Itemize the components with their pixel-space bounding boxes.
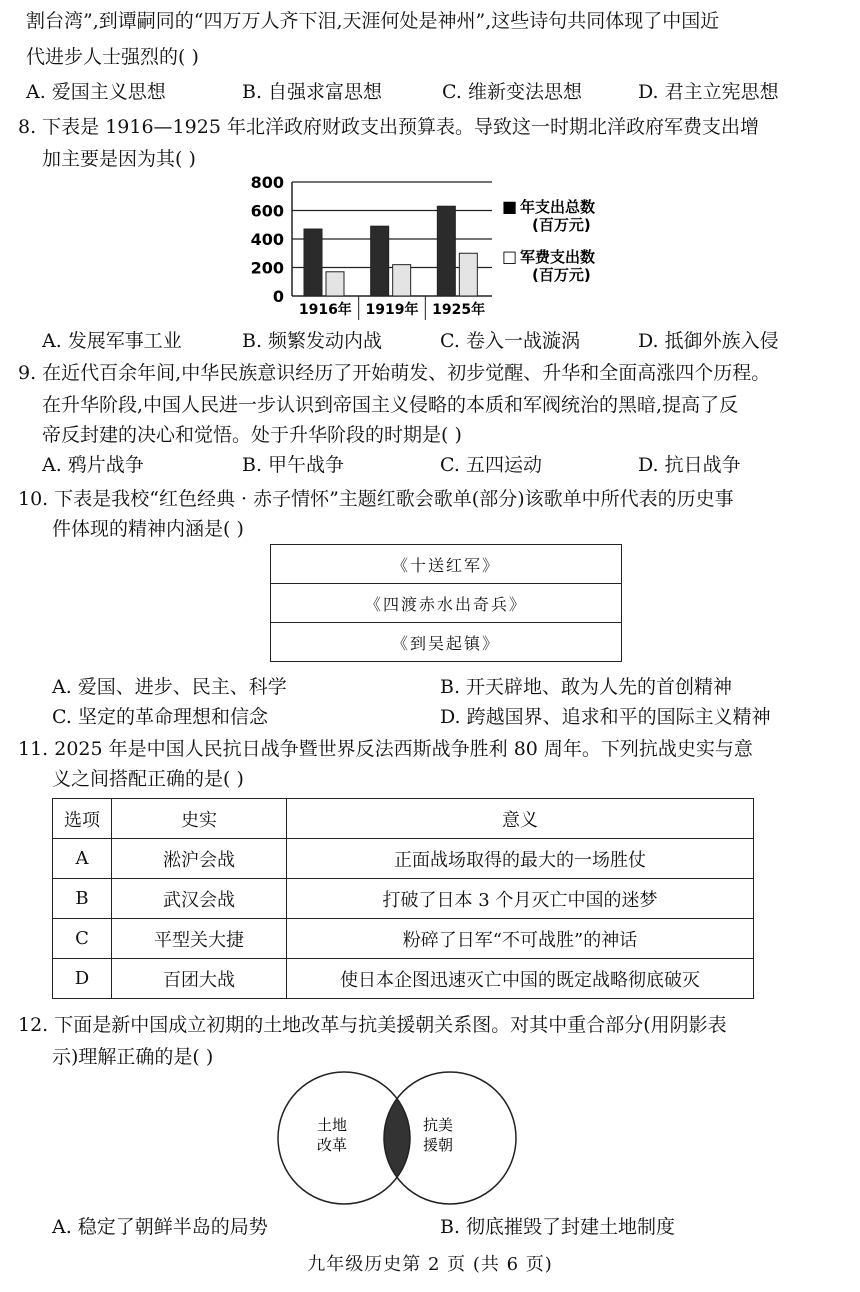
table-header-row	[53, 799, 754, 839]
q10-option-a[interactable]: A. 爱国、进步、民主、科学	[52, 676, 287, 698]
q9-stem-line1: 9. 在近代百余年间,中华民族意识经历了开始萌发、初步觉醒、升华和全面高涨四个历程。	[18, 362, 771, 384]
q8-option-c[interactable]: C. 卷入一战漩涡	[440, 330, 580, 352]
chart-ytick-label: 0	[272, 287, 284, 306]
legend-label: 年支出总数	[520, 198, 596, 216]
cell-meaning: 粉碎了日军“不可战胜”的神话	[287, 919, 754, 959]
q7-stem-line1: 割台湾”,到谭嗣同的“四万万人齐下泪,天涯何处是神州”,这些诗句共同体现了中国近	[26, 10, 720, 32]
table-row	[53, 879, 754, 919]
q7-option-a[interactable]: A. 爱国主义思想	[26, 81, 166, 103]
song-item: 《四渡赤水出奇兵》	[271, 584, 622, 623]
cell-fact: 平型关大捷	[112, 919, 287, 959]
cell-meaning: 使日本企图迅速灭亡中国的既定战略彻底破灭	[287, 959, 754, 999]
venn-right-label-line2: 援朝	[422, 1136, 454, 1154]
q12-stem-line2: 示)理解正确的是( )	[52, 1046, 214, 1068]
q11-stem-line2: 义之间搭配正确的是( )	[52, 768, 244, 790]
q12-option-a[interactable]: A. 稳定了朝鲜半岛的局势	[52, 1216, 268, 1238]
song-item: 《到吴起镇》	[271, 623, 622, 662]
chart-bar-military	[459, 253, 477, 296]
venn-left-label-line2: 改革	[316, 1136, 348, 1154]
chart-xtick-label: 1919年	[365, 302, 419, 318]
q9-option-d[interactable]: D. 抗日战争	[638, 454, 741, 476]
q8-bar-chart	[248, 168, 628, 328]
cell-meaning: 打破了日本 3 个月灭亡中国的迷梦	[287, 879, 754, 919]
chart-xtick-label: 1916年	[298, 302, 352, 318]
chart-ytick-label: 800	[250, 173, 284, 192]
q10-stem-line1: 10. 下表是我校“红色经典 · 赤子情怀”主题红歌会歌单(部分)该歌单中所代表的历史事	[18, 488, 734, 510]
page-footer: 九年级历史第 2 页 (共 6 页)	[307, 1254, 553, 1275]
cell-option: D	[53, 959, 112, 999]
chart-bar-military	[326, 272, 344, 296]
chart-ytick-label: 200	[250, 258, 284, 278]
chart-ytick-label: 600	[250, 201, 284, 221]
cell-fact: 武汉会战	[112, 879, 287, 919]
legend-symbol: ■	[502, 197, 518, 216]
legend-symbol: □	[502, 247, 518, 266]
q9-option-b[interactable]: B. 甲午战争	[242, 454, 345, 476]
cell-fact: 百团大战	[112, 959, 287, 999]
song-item: 《十送红军》	[271, 545, 622, 584]
q8-option-b[interactable]: B. 频繁发动内战	[242, 330, 383, 352]
venn-right-label-line1: 抗美	[422, 1116, 454, 1134]
q10-option-d[interactable]: D. 跨越国界、追求和平的国际主义精神	[440, 706, 771, 728]
q8-stem-line2: 加主要是因为其( )	[42, 148, 196, 170]
cell-option: B	[53, 879, 112, 919]
chart-bar-total	[437, 206, 455, 296]
venn-diagram	[276, 1070, 520, 1208]
q8-option-d[interactable]: D. 抵御外族入侵	[638, 330, 779, 352]
table-row	[53, 959, 754, 999]
col-header-meaning: 意义	[287, 799, 754, 839]
legend-unit: (百万元)	[532, 266, 591, 284]
chart-ytick-label: 400	[250, 230, 284, 249]
col-header-fact: 史实	[112, 799, 287, 839]
q9-stem-line2: 在升华阶段,中国人民进一步认识到帝国主义侵略的本质和军阀统治的黑暗,提高了反	[42, 394, 739, 416]
q11-table	[52, 798, 754, 999]
q10-option-b[interactable]: B. 开天辟地、敢为人先的首创精神	[440, 676, 733, 698]
table-row	[53, 839, 754, 879]
cell-meaning: 正面战场取得的最大的一场胜仗	[287, 839, 754, 879]
q11-stem-line1: 11. 2025 年是中国人民抗日战争暨世界反法西斯战争胜利 80 周年。下列抗战史实与意	[18, 738, 753, 760]
col-header-option: 选项	[53, 799, 112, 839]
q10-option-c[interactable]: C. 坚定的革命理想和信念	[52, 706, 268, 728]
q7-stem-line2: 代进步人士强烈的( )	[26, 46, 199, 68]
q8-option-a[interactable]: A. 发展军事工业	[42, 330, 182, 352]
cell-fact: 淞沪会战	[112, 839, 287, 879]
table-row	[53, 919, 754, 959]
chart-xtick-label: 1925年	[432, 302, 486, 318]
chart-bar-total	[371, 226, 389, 296]
q7-option-b[interactable]: B. 自强求富思想	[242, 81, 383, 103]
q10-stem-line2: 件体现的精神内涵是( )	[52, 518, 244, 540]
q9-option-a[interactable]: A. 鸦片战争	[42, 454, 144, 476]
legend-unit: (百万元)	[532, 216, 591, 234]
q7-option-d[interactable]: D. 君主立宪思想	[638, 81, 779, 103]
chart-bar-total	[304, 229, 322, 296]
q12-stem-line1: 12. 下面是新中国成立初期的土地改革与抗美援朝关系图。对其中重合部分(用阴影表	[18, 1014, 727, 1036]
venn-left-label-line1: 土地	[316, 1116, 348, 1134]
q12-option-b[interactable]: B. 彻底摧毁了封建土地制度	[440, 1216, 676, 1238]
cell-option: C	[53, 919, 112, 959]
legend-label: 军费支出数	[520, 248, 596, 266]
q7-option-c[interactable]: C. 维新变法思想	[442, 81, 582, 103]
song-list-table	[270, 544, 622, 662]
q9-option-c[interactable]: C. 五四运动	[440, 454, 542, 476]
cell-option: A	[53, 839, 112, 879]
q8-stem-line1: 8. 下表是 1916—1925 年北洋政府财政支出预算表。导致这一时期北洋政府军费支出增	[18, 116, 759, 138]
q9-stem-line3: 帝反封建的决心和觉悟。处于升华阶段的时期是( )	[42, 424, 462, 446]
chart-bar-military	[393, 265, 411, 296]
